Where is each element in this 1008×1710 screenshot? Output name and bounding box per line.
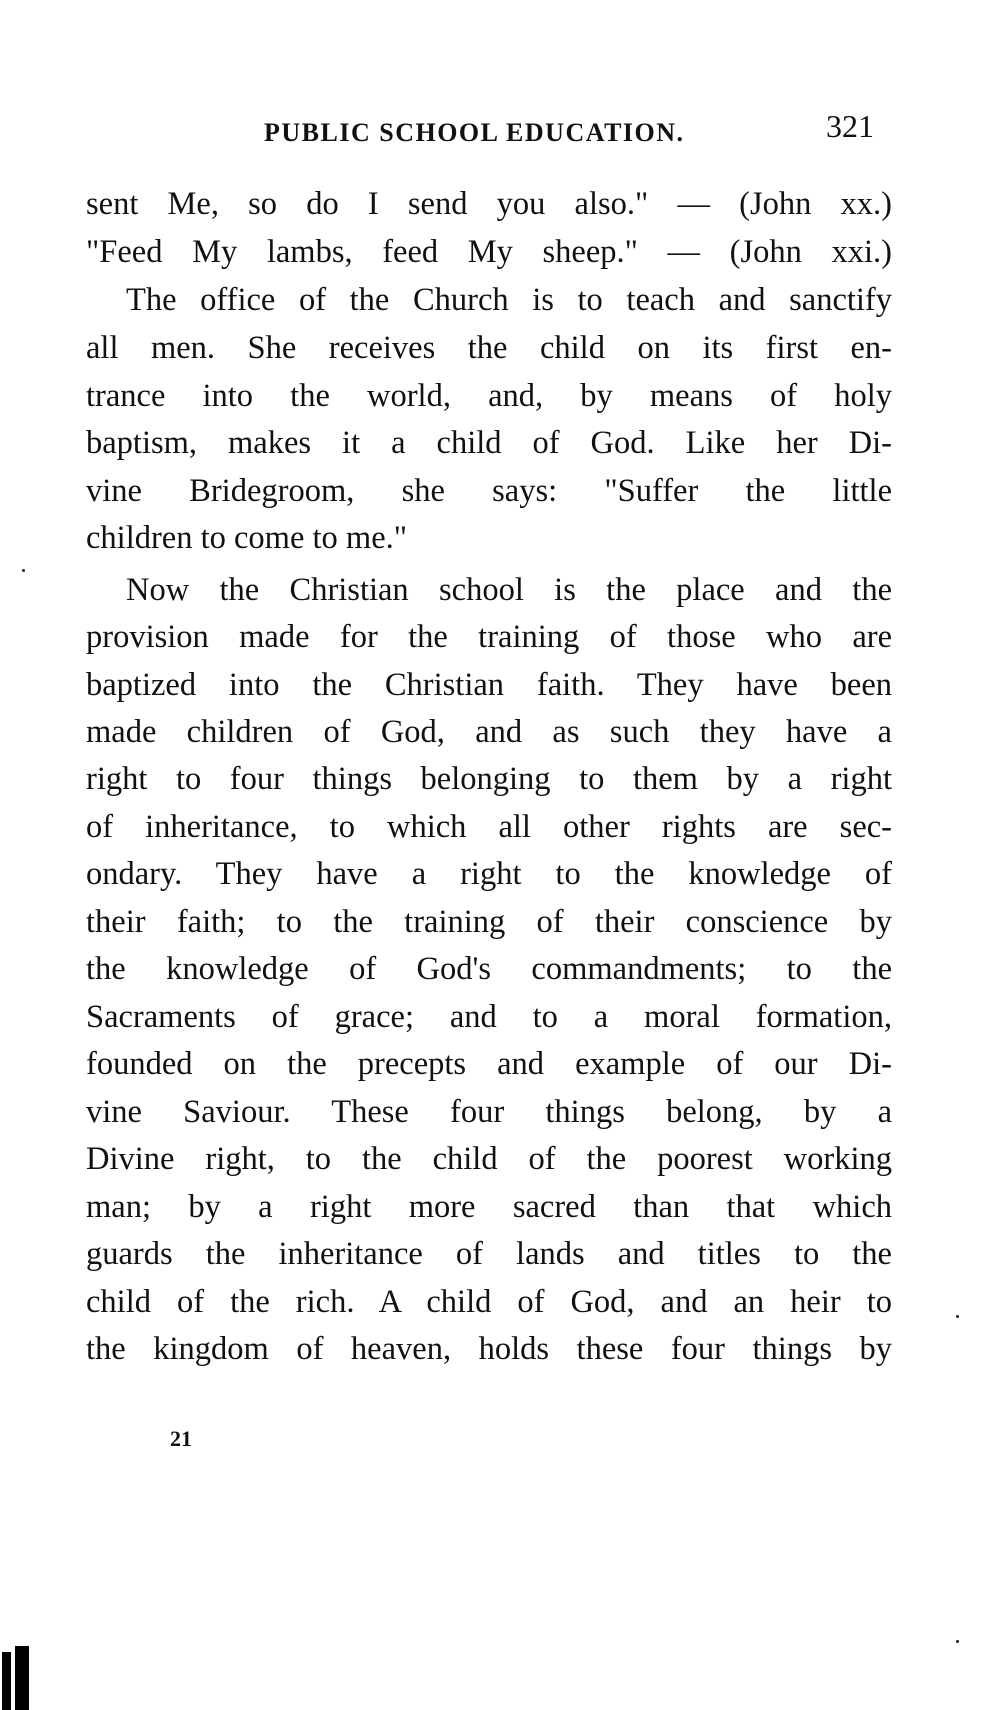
paragraph-first-line: The office of the Church is to teach and sanctify <box>126 282 892 318</box>
text-line: provision made for the training of those who are <box>86 619 892 655</box>
page-number: 321 <box>826 108 874 144</box>
text-line: trance into the world, and, by means of holy <box>86 378 892 414</box>
text-line: their faith; to the training of their conscience by <box>86 904 892 940</box>
text-line: baptism, makes it a child of God. Like her Di- <box>86 425 892 461</box>
text-line: the kingdom of heaven, holds these four things by <box>86 1331 892 1367</box>
paragraph-first-line: Now the Christian school is the place and the <box>126 572 892 608</box>
text-line: all men. She receives the child on its first en- <box>86 330 892 366</box>
text-line: Sacraments of grace; and to a moral formation, <box>86 999 892 1035</box>
scan-speck <box>956 1640 959 1643</box>
text-line: children to come to me." <box>86 520 408 556</box>
text-line: man; by a right more sacred than that which <box>86 1189 892 1225</box>
text-line: Divine right, to the child of the poorest working <box>86 1141 892 1177</box>
text-line: "Feed My lambs, feed My sheep." — (John xxi.) <box>86 234 892 270</box>
text-line: vine Saviour. These four things belong, by a <box>86 1094 892 1130</box>
text-line: ondary. They have a right to the knowledge of <box>86 856 892 892</box>
text-line: made children of God, and as such they have a <box>86 714 892 750</box>
text-line: baptized into the Christian faith. They have been <box>86 667 892 703</box>
text-line: child of the rich. A child of God, and an heir to <box>86 1284 892 1320</box>
scan-speck <box>956 1315 959 1318</box>
text-line: founded on the precepts and example of our Di- <box>86 1046 892 1082</box>
text-line: sent Me, so do I send you also." — (John xx.) <box>86 186 892 222</box>
text-line: vine Bridegroom, she says: "Suffer the little <box>86 473 892 509</box>
scan-edge-mark <box>0 1638 40 1710</box>
text-line: of inheritance, to which all other rights are sec- <box>86 809 892 845</box>
text-line: guards the inheritance of lands and titles to the <box>86 1236 892 1272</box>
text-line: the knowledge of God's commandments; to the <box>86 951 892 987</box>
running-title: PUBLIC SCHOOL EDUCATION. <box>264 118 685 147</box>
text-line: right to four things belonging to them by a right <box>86 761 892 797</box>
printer-signature: 21 <box>170 1426 192 1451</box>
scan-speck <box>22 569 25 572</box>
